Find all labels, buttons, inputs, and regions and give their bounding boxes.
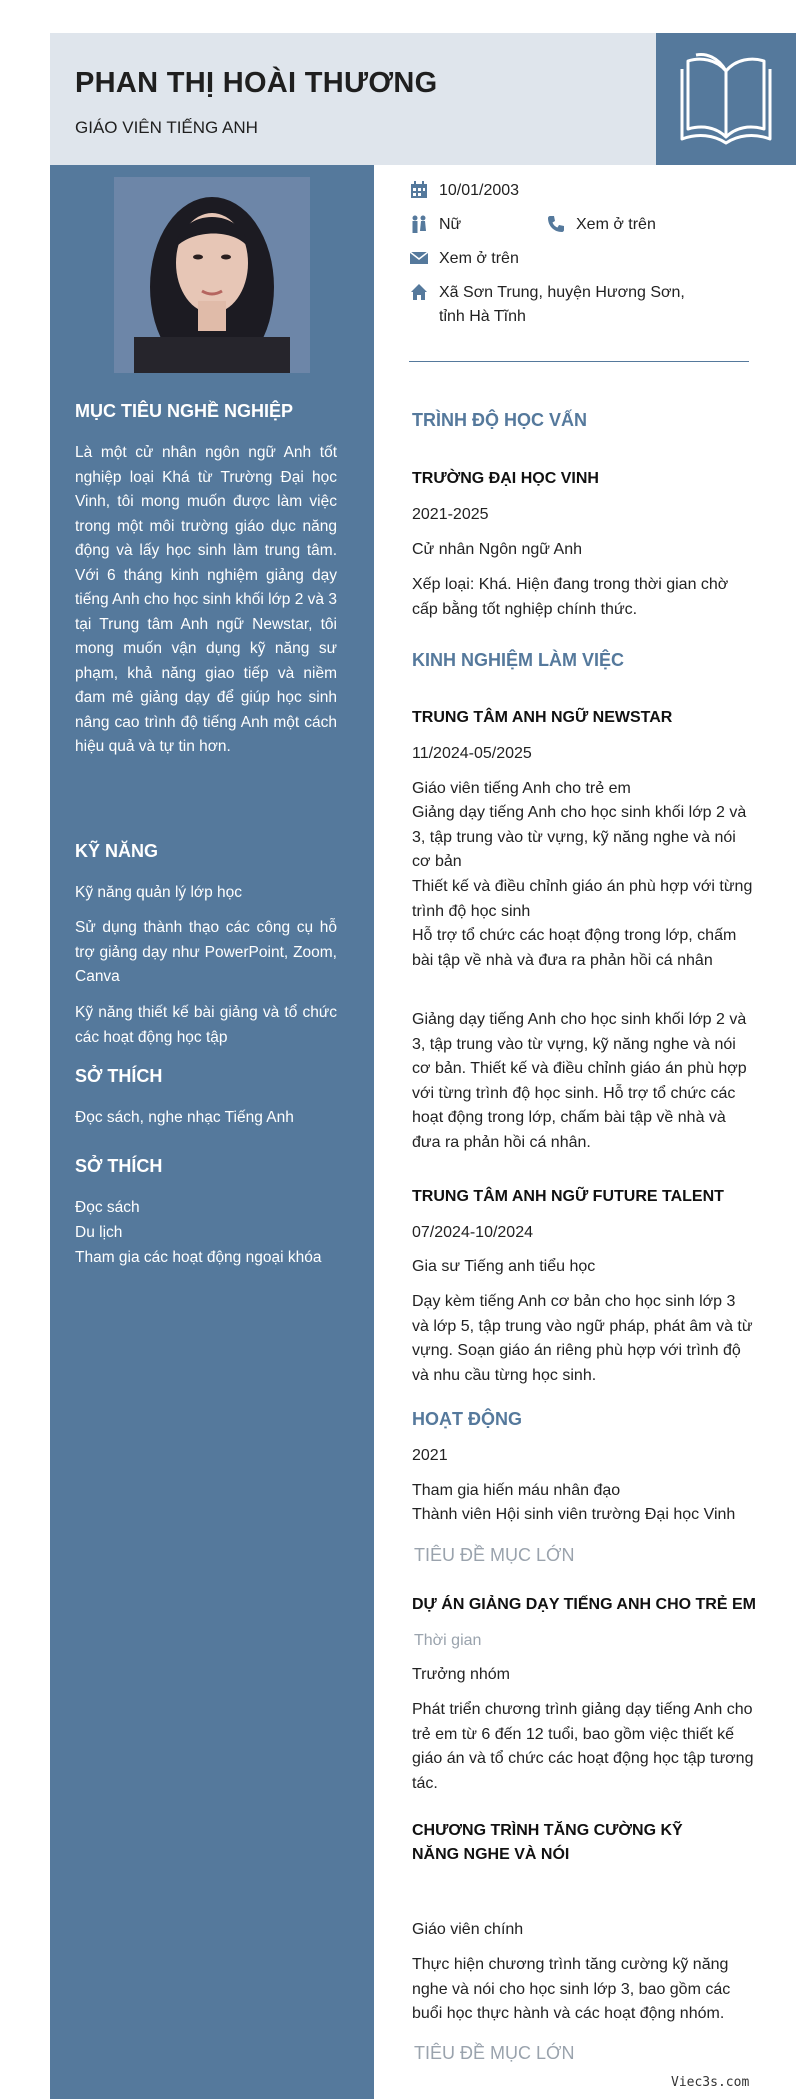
address-line-2: tỉnh Hà Tĩnh (439, 308, 526, 325)
job-org: TRUNG TÂM ANH NGỮ NEWSTAR (412, 709, 673, 726)
activity-item: Tham gia hiến máu nhân đạo (412, 1482, 621, 1499)
project-role: Trưởng nhóm (412, 1666, 510, 1683)
objective-heading: MỤC TIÊU NGHỀ NGHIỆP (75, 401, 294, 421)
activity-year: 2021 (412, 1447, 448, 1464)
email-value: Xem ở trên (439, 250, 519, 267)
book-logo (656, 33, 796, 165)
hobby-heading: SỞ THÍCH (75, 1156, 163, 1176)
job-bullet: Thiết kế và điều chỉnh giáo án phù hợp với từng trình độ học sinh (412, 878, 753, 920)
sidebar (50, 165, 374, 2099)
candidate-name: PHAN THỊ HOÀI THƯƠNG (75, 67, 438, 99)
education-period: 2021-2025 (412, 506, 489, 523)
activity-item: Thành viên Hội sinh viên trường Đại học Vinh (412, 1506, 736, 1523)
project-role: Giáo viên chính (412, 1921, 524, 1938)
project-title: CHƯƠNG TRÌNH TĂNG CƯỜNG KỸ NĂNG NGHE VÀ NÓI (412, 1822, 683, 1863)
home-icon (410, 283, 428, 301)
hobby-item: Tham gia các hoạt động ngoại khóa (75, 1249, 322, 1266)
skill-item: Kỹ năng quản lý lớp học (75, 884, 242, 901)
skill-item: Kỹ năng thiết kế bài giảng và tổ chức các hoạt động học tập (75, 1004, 337, 1046)
candidate-job-title: GIÁO VIÊN TIẾNG ANH (75, 118, 258, 137)
job-bullet: Giảng dạy tiếng Anh cho học sinh khối lớp 2 và 3, tập trung vào từ vựng, kỹ năng nghe và nói cơ bản (412, 804, 747, 870)
job-period: 11/2024-05/2025 (412, 745, 532, 762)
gender-value: Nữ (439, 216, 462, 233)
project-title: DỰ ÁN GIẢNG DẠY TIẾNG ANH CHO TRẺ EM (412, 1596, 756, 1613)
footer-watermark: Viec3s.com (671, 2075, 750, 2090)
envelope-icon (410, 249, 428, 267)
calendar-icon (410, 181, 428, 199)
hobby-item: Du lịch (75, 1224, 123, 1241)
experience-heading: KINH NGHIỆM LÀM VIỆC (412, 650, 625, 670)
hobby-text: Đọc sách, nghe nhạc Tiếng Anh (75, 1109, 294, 1126)
education-heading: TRÌNH ĐỘ HỌC VẤN (412, 410, 587, 430)
gender-icon (410, 215, 428, 233)
hobby-heading: SỞ THÍCH (75, 1066, 163, 1086)
placeholder-heading: TIÊU ĐỀ MỤC LỚN (414, 2043, 575, 2063)
job-summary: Dạy kèm tiếng Anh cơ bản cho học sinh lớp 3 và lớp 5, tập trung vào ngữ pháp, phát âm và từ vựng. Soạn giáo án riêng phù hợp với trình độ và nhu cầu từng học sinh. (412, 1293, 753, 1384)
skills-heading: KỸ NĂNG (75, 841, 159, 861)
phone-value: Xem ở trên (576, 216, 656, 233)
job-summary: Giảng dạy tiếng Anh cho học sinh khối lớp 2 và 3, tập trung vào từ vựng, kỹ năng nghe và nói cơ bản. Thiết kế và điều chỉnh giáo án phù hợp với từng trình độ học sinh. Hỗ trợ tổ chức các hoạt động trong lớp, chấm bài tập về nhà và đưa ra phản hồi cá nhân. (412, 1011, 747, 1151)
activities-heading: HOẠT ĐỘNG (412, 1409, 522, 1429)
job-org: TRUNG TÂM ANH NGỮ FUTURE TALENT (412, 1188, 724, 1205)
objective-text: Là một cử nhân ngôn ngữ Anh tốt nghiệp loại Khá từ Trường Đại học Vinh, tôi mong muốn được làm việc trong một môi trường giáo dục năng động và lấy học sinh làm trung tâm. Với 6 tháng kinh nghiệm giảng dạy tiếng Anh cho học sinh khối lớp 2 và 3 tại Trung tâm Anh ngữ Newstar, tôi mong muốn vận dụng kỹ năng sư phạm, khả năng giao tiếp và niềm đam mê giảng dạy để giúp học sinh nâng cao trình độ tiếng Anh một cách hiệu quả và tự tin hơn. (75, 444, 337, 755)
phone-icon (547, 215, 565, 233)
hobby-item: Đọc sách (75, 1199, 140, 1216)
project-time-placeholder: Thời gian (414, 1632, 482, 1649)
project-desc: Thực hiện chương trình tăng cường kỹ năng nghe và nói cho học sinh lớp 3, bao gồm các buổi học thực hành và các hoạt động nhóm. (412, 1956, 731, 2022)
project-desc: Phát triển chương trình giảng dạy tiếng Anh cho trẻ em từ 6 đến 12 tuổi, bao gồm việc thiết kế giáo án và tổ chức các hoạt động học tập tương tác. (412, 1701, 754, 1792)
placeholder-heading: TIÊU ĐỀ MỤC LỚN (414, 1545, 575, 1565)
job-bullet: Giáo viên tiếng Anh cho trẻ em (412, 780, 631, 797)
education-degree: Cử nhân Ngôn ngữ Anh (412, 541, 582, 558)
address-line-1: Xã Sơn Trung, huyện Hương Sơn, (439, 284, 685, 301)
contact-divider (409, 361, 749, 362)
resume-header (50, 33, 656, 165)
job-bullet: Hỗ trợ tổ chức các hoạt động trong lớp, chấm bài tập về nhà và đưa ra phản hồi cá nhân (412, 927, 737, 969)
resume-page (50, 33, 796, 2099)
education-note: Xếp loại: Khá. Hiện đang trong thời gian chờ cấp bằng tốt nghiệp chính thức. (412, 576, 729, 618)
profile-photo (114, 177, 310, 373)
school-name: TRƯỜNG ĐẠI HỌC VINH (412, 470, 599, 487)
dob-value: 10/01/2003 (439, 182, 520, 199)
skill-item: Sử dụng thành thạo các công cụ hỗ trợ giảng dạy như PowerPoint, Zoom, Canva (75, 919, 337, 985)
job-period: 07/2024-10/2024 (412, 1224, 533, 1241)
job-role: Gia sư Tiếng anh tiểu học (412, 1258, 596, 1275)
open-book-icon (676, 51, 776, 147)
